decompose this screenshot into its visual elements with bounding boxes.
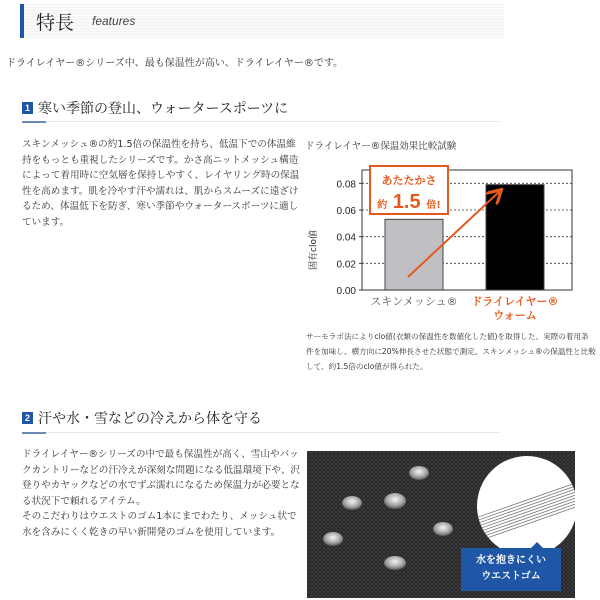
header-title: 特長 bbox=[36, 12, 75, 34]
callout-value: 1.5 bbox=[392, 191, 421, 213]
chart-title: ドライレイヤー®保温効果比較試験 bbox=[305, 141, 457, 152]
callout-line1: あたたかさ bbox=[381, 174, 437, 187]
section1-body: スキンメッシュ®の約1.5倍の保温性を持ち、低温下での体温維持をもっとも重視したシリーズです。かさ高ニットメッシュ構造によって着用時に空気層を保持しやすく、レイヤリング時の保温性を高めます。肌を冷やす汗や濡れは、肌からスムーズに遠ざけるため、体温低下を防ぎ、寒い季節やウォータースポーツに適しています。 bbox=[22, 139, 300, 228]
section2-body: ドライレイヤー®シリーズの中で最も保温性が高く、雪山やバックカントリーなどの汗冷えが深刻な問題になる低温環境下や、沢登りやカヤックなどの水でずぶ濡れになるため保温力が必要となる状況下で頼れるアイテム。 bbox=[22, 449, 301, 507]
water-drop bbox=[384, 493, 406, 509]
water-drop bbox=[409, 466, 429, 480]
callout-suffix: 倍! bbox=[426, 200, 441, 211]
section1-divider bbox=[22, 121, 500, 122]
chart bbox=[300, 160, 580, 325]
callout-prefix: 約 bbox=[377, 200, 388, 211]
features-header bbox=[20, 4, 504, 38]
section2-title: 汗や水・雪などの冷えから体を守る bbox=[38, 411, 262, 427]
y-tick-label: 0.02 bbox=[336, 259, 356, 271]
section1-number: 1 bbox=[22, 102, 33, 114]
bar bbox=[486, 185, 544, 290]
x-tick-label: スキンメッシュ® bbox=[370, 295, 458, 308]
chart-note: サーモラボ法によりclo値(衣類の保温性を数値化した値)を取得した。実際の着用条件を加味し、横方向に20%伸長させた状態で測定。スキンメッシュ®の保温性と比較して、約1.5倍のclo値が得られた。 bbox=[306, 332, 596, 371]
badge-line1: 水を抱きにくい bbox=[476, 555, 546, 566]
water-drop bbox=[342, 496, 362, 510]
callout-box bbox=[370, 166, 448, 214]
y-axis-label: 固有clo値 bbox=[309, 230, 319, 270]
badge-line2: ウエストゴム bbox=[481, 571, 541, 582]
y-tick-label: 0.04 bbox=[336, 232, 356, 244]
waistband-badge bbox=[461, 548, 561, 591]
y-tick-label: 0.06 bbox=[336, 206, 356, 217]
section1-heading bbox=[22, 98, 288, 118]
bar bbox=[385, 219, 443, 290]
intro-text: ドライレイヤー®シリーズ中、最も保温性が高い、ドライレイヤー®です。 bbox=[6, 58, 344, 69]
x-tick-label: ドライレイヤー® bbox=[471, 295, 559, 308]
x-tick-label: ウォーム bbox=[493, 309, 537, 322]
y-tick-label: 0.08 bbox=[336, 179, 356, 191]
section2-divider bbox=[22, 432, 500, 433]
header-subtitle: features bbox=[92, 14, 136, 28]
water-drop bbox=[433, 522, 453, 536]
section1-title: 寒い季節の登山、ウォータースポーツに bbox=[38, 101, 289, 117]
water-drop bbox=[323, 532, 343, 546]
water-drop bbox=[384, 556, 406, 570]
y-tick-label: 0.00 bbox=[336, 286, 356, 297]
section2-body2: そのこだわりはウエストのゴム1本にまでわたり、メッシュ状で水を含みにくく乾きの早い新開発のゴムを使用しています。 bbox=[22, 511, 297, 538]
section2-number: 2 bbox=[22, 412, 33, 424]
section2-heading bbox=[22, 408, 262, 428]
